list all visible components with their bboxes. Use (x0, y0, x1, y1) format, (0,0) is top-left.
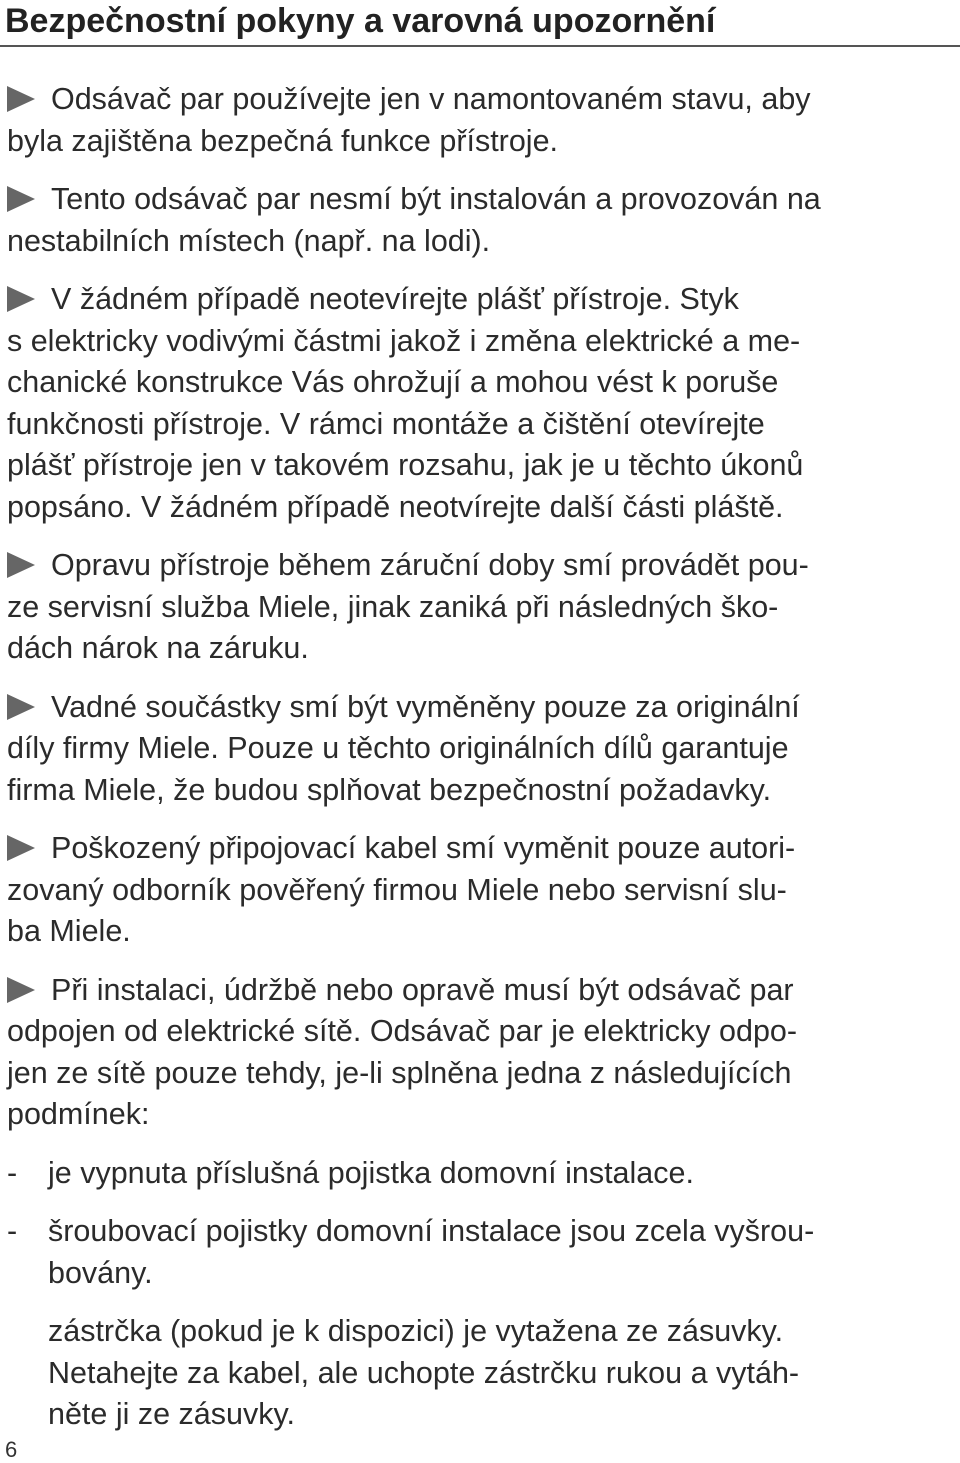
plain-line: něte ji ze zásuvky. (48, 1397, 295, 1431)
bullet-item-original-parts (7, 687, 957, 812)
page-title: Bezpečnostní pokyny a varovná upozornění (5, 2, 716, 40)
triangle-right-icon (7, 286, 35, 312)
bullet-line: popsáno. V žádném případě neotvírejte další části pláště. (7, 489, 784, 524)
bullet-line: zovaný odborník pověřený firmou Miele nebo servisní slu- (7, 872, 787, 907)
triangle-right-icon (7, 186, 35, 212)
bullet-line: V žádném případě neotevírejte plášť přístroje. Styk (51, 282, 739, 316)
bullet-line: Odsávač par používejte jen v namontovaném stavu, aby (51, 82, 811, 116)
bullet-line: Poškozený připojovací kabel smí vyměnit pouze autori- (51, 831, 796, 865)
plain-line: zástrčka (pokud je k dispozici) je vytažena ze zásuvky. (48, 1314, 784, 1348)
bullet-line: plášť přístroje jen v takovém rozsahu, jak je u těchto úkonů (7, 448, 804, 482)
triangle-right-icon (7, 86, 35, 112)
condition-line: bovány. (48, 1255, 153, 1290)
bullet-line: firma Miele, že budou splňovat bezpečnostní požadavky. (7, 772, 772, 807)
bullet-item-disconnect-power (7, 970, 957, 1136)
bullet-item-unstable-locations (7, 179, 957, 262)
condition-item-plug-removed (7, 1311, 957, 1436)
condition-item-screw-fuses (7, 1211, 957, 1294)
bullet-line: díly firmy Miele. Pouze u těchto originálních dílů garantuje (7, 731, 789, 765)
plain-line: Netahejte za kabel, ale uchopte zástrčku rukou a vytáh- (48, 1355, 800, 1390)
bullet-line: dách nárok na záruku. (7, 631, 309, 665)
bullet-line: jen ze sítě pouze tehdy, je-li splněna jedna z následujících (7, 1055, 792, 1090)
dash-marker: - (7, 1155, 18, 1190)
bullet-item-warranty-repair (7, 545, 957, 670)
safety-instructions (7, 79, 957, 1436)
bullet-line: Při instalaci, údržbě nebo opravě musí být odsávač par (51, 972, 794, 1007)
condition-line: je vypnuta příslušná pojistka domovní instalace. (48, 1155, 694, 1190)
triangle-right-icon (7, 835, 35, 861)
bullet-line: Tento odsávač par nesmí být instalován a provozován na (51, 182, 821, 216)
triangle-right-icon (7, 694, 35, 720)
bullet-line: odpojen od elektrické sítě. Odsávač par je elektricky odpo- (7, 1014, 798, 1048)
bullet-item-damaged-cable (7, 828, 957, 953)
bullet-line: ze servisní služba Miele, jinak zaniká při následných ško- (7, 589, 779, 624)
bullet-line: funkčnosti přístroje. V rámci montáže a čištění otevírejte (7, 406, 765, 441)
dash-marker: - (7, 1214, 18, 1248)
triangle-right-icon (7, 552, 35, 578)
condition-line: šroubovací pojistky domovní instalace jsou zcela vyšrou- (48, 1214, 815, 1248)
bullet-line: nestabilních místech (např. na lodi). (7, 223, 491, 258)
bullet-line: s elektricky vodivými částmi jakož i změna elektrické a me- (7, 323, 801, 358)
bullet-line: byla zajištěna bezpečná funkce přístroje. (7, 123, 559, 158)
bullet-line: podmínek: (7, 1097, 150, 1131)
triangle-right-icon (7, 977, 35, 1003)
bullet-line: Opravu přístroje během záruční doby smí provádět pou- (51, 548, 809, 582)
bullet-item-mounted-use (7, 79, 957, 162)
condition-item-fuse-off (7, 1153, 957, 1195)
bullet-item-do-not-open-casing (7, 279, 957, 528)
bullet-line: chanické konstrukce Vás ohrožují a mohou vést k poruše (7, 365, 779, 399)
page-number: 6 (5, 1437, 18, 1462)
bullet-line: ba Miele. (7, 914, 131, 948)
bullet-line: Vadné součástky smí být vyměněny pouze za originální (51, 689, 800, 724)
title-divider (0, 45, 960, 47)
